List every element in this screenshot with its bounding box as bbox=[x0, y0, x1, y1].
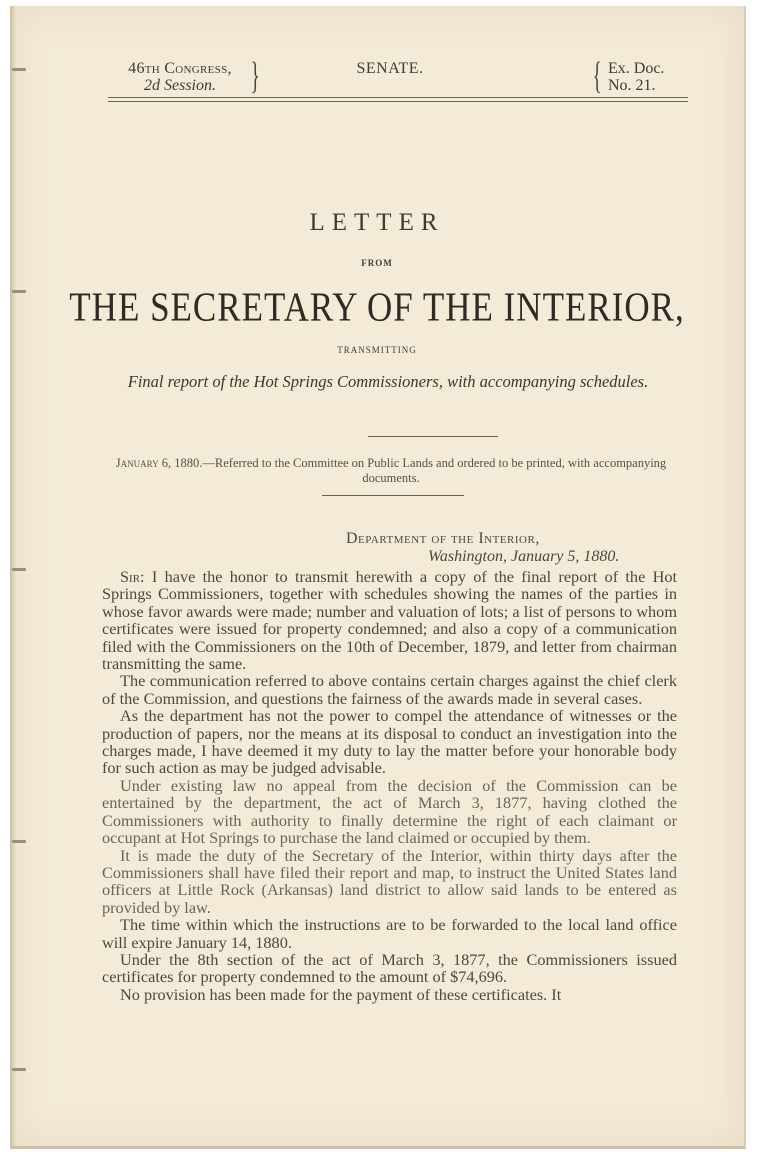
title-from: FROM bbox=[361, 258, 393, 268]
paragraph: It is made the duty of the Secretary of the Interior, within thirty days after the Commissioners shall have filed their report and map, to instruct the United States land officers at Little Rock (Arkansas) land district to allow said lands to be entered as provided by law. bbox=[102, 845, 677, 917]
session-label: 2d Session. bbox=[144, 77, 216, 94]
paragraph-text: I have the honor to transmit herewith a copy of the final report of the Hot Springs Commissioners, together with schedules showing the names of the parties in whose favor awards were made; number and valuation of lots; a list of persons to whom certificates were issued for property condemned; and also a copy of a communication filed with the Commissioners on the 10th of December, 1879, and letter from chairman transmitting the same. bbox=[102, 567, 677, 674]
stitch-mark bbox=[12, 68, 26, 71]
doc-number: No. 21. bbox=[608, 77, 656, 94]
paragraph: Under existing law no appeal from the decision of the Commission can be entertained by the department, the act of March 3, 1877, having clothed the Commissioners with authority to finally determine the right of each claimant or occupant at Hot Springs to purchase the land claimed or occupied by them. bbox=[102, 775, 677, 848]
title-letter: LETTER bbox=[309, 209, 445, 236]
document-page bbox=[10, 6, 746, 1149]
dateline bbox=[428, 548, 619, 566]
stitch-mark bbox=[12, 840, 26, 843]
divider-rule bbox=[368, 436, 498, 437]
header-rule-top bbox=[108, 97, 688, 98]
left-brace: { bbox=[592, 55, 602, 97]
header-rule-bottom bbox=[108, 101, 688, 102]
doc-reference bbox=[608, 60, 688, 94]
referral-text: —Referred to the Committee on Public Lands and ordered to be printed, with accompanying documents. bbox=[202, 456, 667, 485]
letter-body bbox=[102, 568, 677, 1003]
referral-note bbox=[102, 456, 680, 486]
chamber-label: SENATE. bbox=[356, 60, 424, 77]
title-author: THE SECRETARY OF THE INTERIOR, bbox=[69, 284, 685, 331]
stitch-mark bbox=[12, 568, 26, 571]
paragraph: Under the 8th section of the act of March 3, 1877, the Commissioners issued certificates for property condemned to the amount of $74,696. bbox=[102, 949, 677, 987]
title-subject: Final report of the Hot Springs Commissioners, with accompanying schedules. bbox=[127, 372, 649, 391]
paragraph: No provision has been made for the payment of these certificates. It bbox=[120, 984, 562, 1004]
congress-label: 46th Congress, bbox=[128, 60, 232, 77]
paragraph: As the department has not the power to compel the attendance of witnesses or the production of papers, nor the means at its disposal to conduct an investigation into the charges made, I have deemed it my duty to lay the matter before your honorable body for such action as may be judged advisable. bbox=[102, 706, 677, 778]
stitch-mark bbox=[12, 1068, 26, 1071]
congress-session bbox=[100, 55, 260, 97]
paragraph: The time within which the instructions are to be forwarded to the local land office will expire January 14, 1880. bbox=[102, 915, 677, 952]
department-heading bbox=[346, 530, 540, 548]
salutation: Sir: bbox=[120, 567, 145, 586]
paragraph: The communication referred to above contains certain charges against the chief clerk of the Commission, and questions the fairness of the awards made in several cases. bbox=[102, 671, 677, 708]
doc-type: Ex. Doc. bbox=[608, 60, 665, 77]
divider-rule bbox=[322, 495, 464, 496]
dateline-text: Washington, January 5, 1880. bbox=[428, 548, 620, 565]
department-name: Department of the Interior, bbox=[346, 530, 540, 547]
title-transmitting: TRANSMITTING bbox=[337, 345, 417, 355]
right-brace: } bbox=[250, 55, 260, 97]
referral-date: January 6, 1880. bbox=[115, 456, 203, 470]
binding-spine bbox=[10, 6, 16, 1146]
paragraph bbox=[102, 568, 677, 672]
